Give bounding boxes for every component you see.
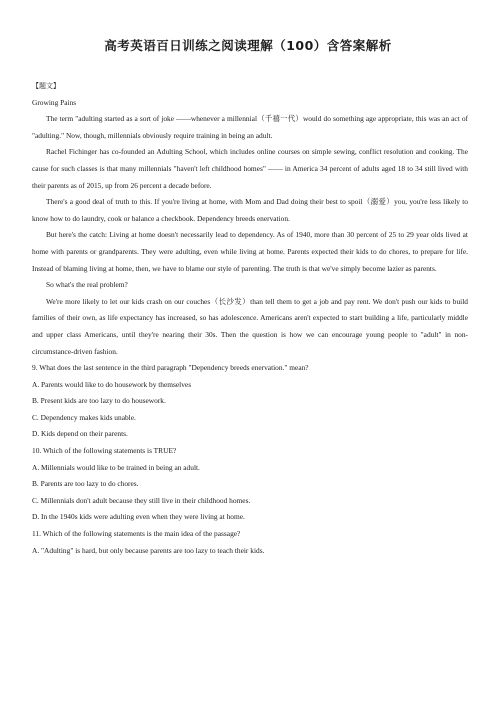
answer-option: B. Parents are too lazy to do chores. (32, 479, 139, 489)
section-tag: 【题文】 (32, 82, 60, 90)
passage-paragraph: But here's the catch: Living at home doesn't necessarily lead to dependency. As of 1940, more than 30 percent of 25 to 29 year olds lived at home with parents or grandparents. They were adulting, even while living at home. Parents expected their kids to do chores, to prepare for life. Instead of blaming living at home, then, we have to blame our style of parenting. The truth is that we've simply become lazier as parents. (32, 230, 468, 273)
passage-paragraph: We're more likely to let our kids crash on our couches（长沙发）than tell them to get a job and pay rent. We don't push our kids to build families of their own, as life expectancy has increased, so has adolescence. Americans aren't expected to start building a life, particularly middle and upper class Americans, until they're nearing their 30s. Then the question is how we can encourage young people to "adult" in non-circumstance-driven fashion. (32, 296, 468, 356)
passage-paragraph: Rachel Fichinger has co-founded an Adulting School, which includes online courses on simple sewing, conflict resolution and cooking. The cause for such classes is that many millennials "haven't left childhood homes" —— in America 34 percent of adults aged 18 to 34 still lived with their parents as of 2015, up from 26 percent a decade before. (32, 147, 468, 190)
question-stem: 10. Which of the following statements is TRUE? (32, 446, 177, 456)
question-stem: 9. What does the last sentence in the third paragraph "Dependency breeds enervation." mean? (32, 363, 309, 373)
answer-option: D. Kids depend on their parents. (32, 429, 128, 439)
answer-option: A. "Adulting" is hard, but only because parents are too lazy to teach their kids. (32, 545, 265, 555)
answer-option: A. Millennials would like to be trained in being an adult. (32, 462, 200, 472)
answer-option: B. Present kids are too lazy to do housework. (32, 396, 166, 406)
passage-paragraph: So what's the real problem? (46, 280, 128, 290)
passage-heading: Growing Pains (32, 97, 77, 107)
answer-option: D. In the 1940s kids were adulting even when they were living at home. (32, 512, 245, 522)
passage-paragraph: The term "adulting started as a sort of joke ——whenever a millennial（千禧一代）would do something age appropriate, this was an act of "adulting." Now, though, millennials obviously require training in being an adult. (32, 114, 468, 140)
page-title: 高考英语百日训练之阅读理解（100）含答案解析 (104, 38, 392, 53)
answer-option: C. Dependency makes kids unable. (32, 412, 136, 422)
question-stem: 11. Which of the following statements is the main idea of the passage? (32, 529, 241, 539)
document-body (32, 78, 468, 559)
answer-option: A. Parents would like to do housework by themselves (32, 379, 192, 389)
answer-option: C. Millennials don't adult because they still live in their childhood homes. (32, 495, 251, 505)
passage-paragraph: There's a good deal of truth to this. If you're living at home, with Mom and Dad doing their best to spoil（溺爱）you, you're less likely to know how to do laundry, cook or balance a checkbook. Dependency breeds enervation. (32, 197, 468, 223)
